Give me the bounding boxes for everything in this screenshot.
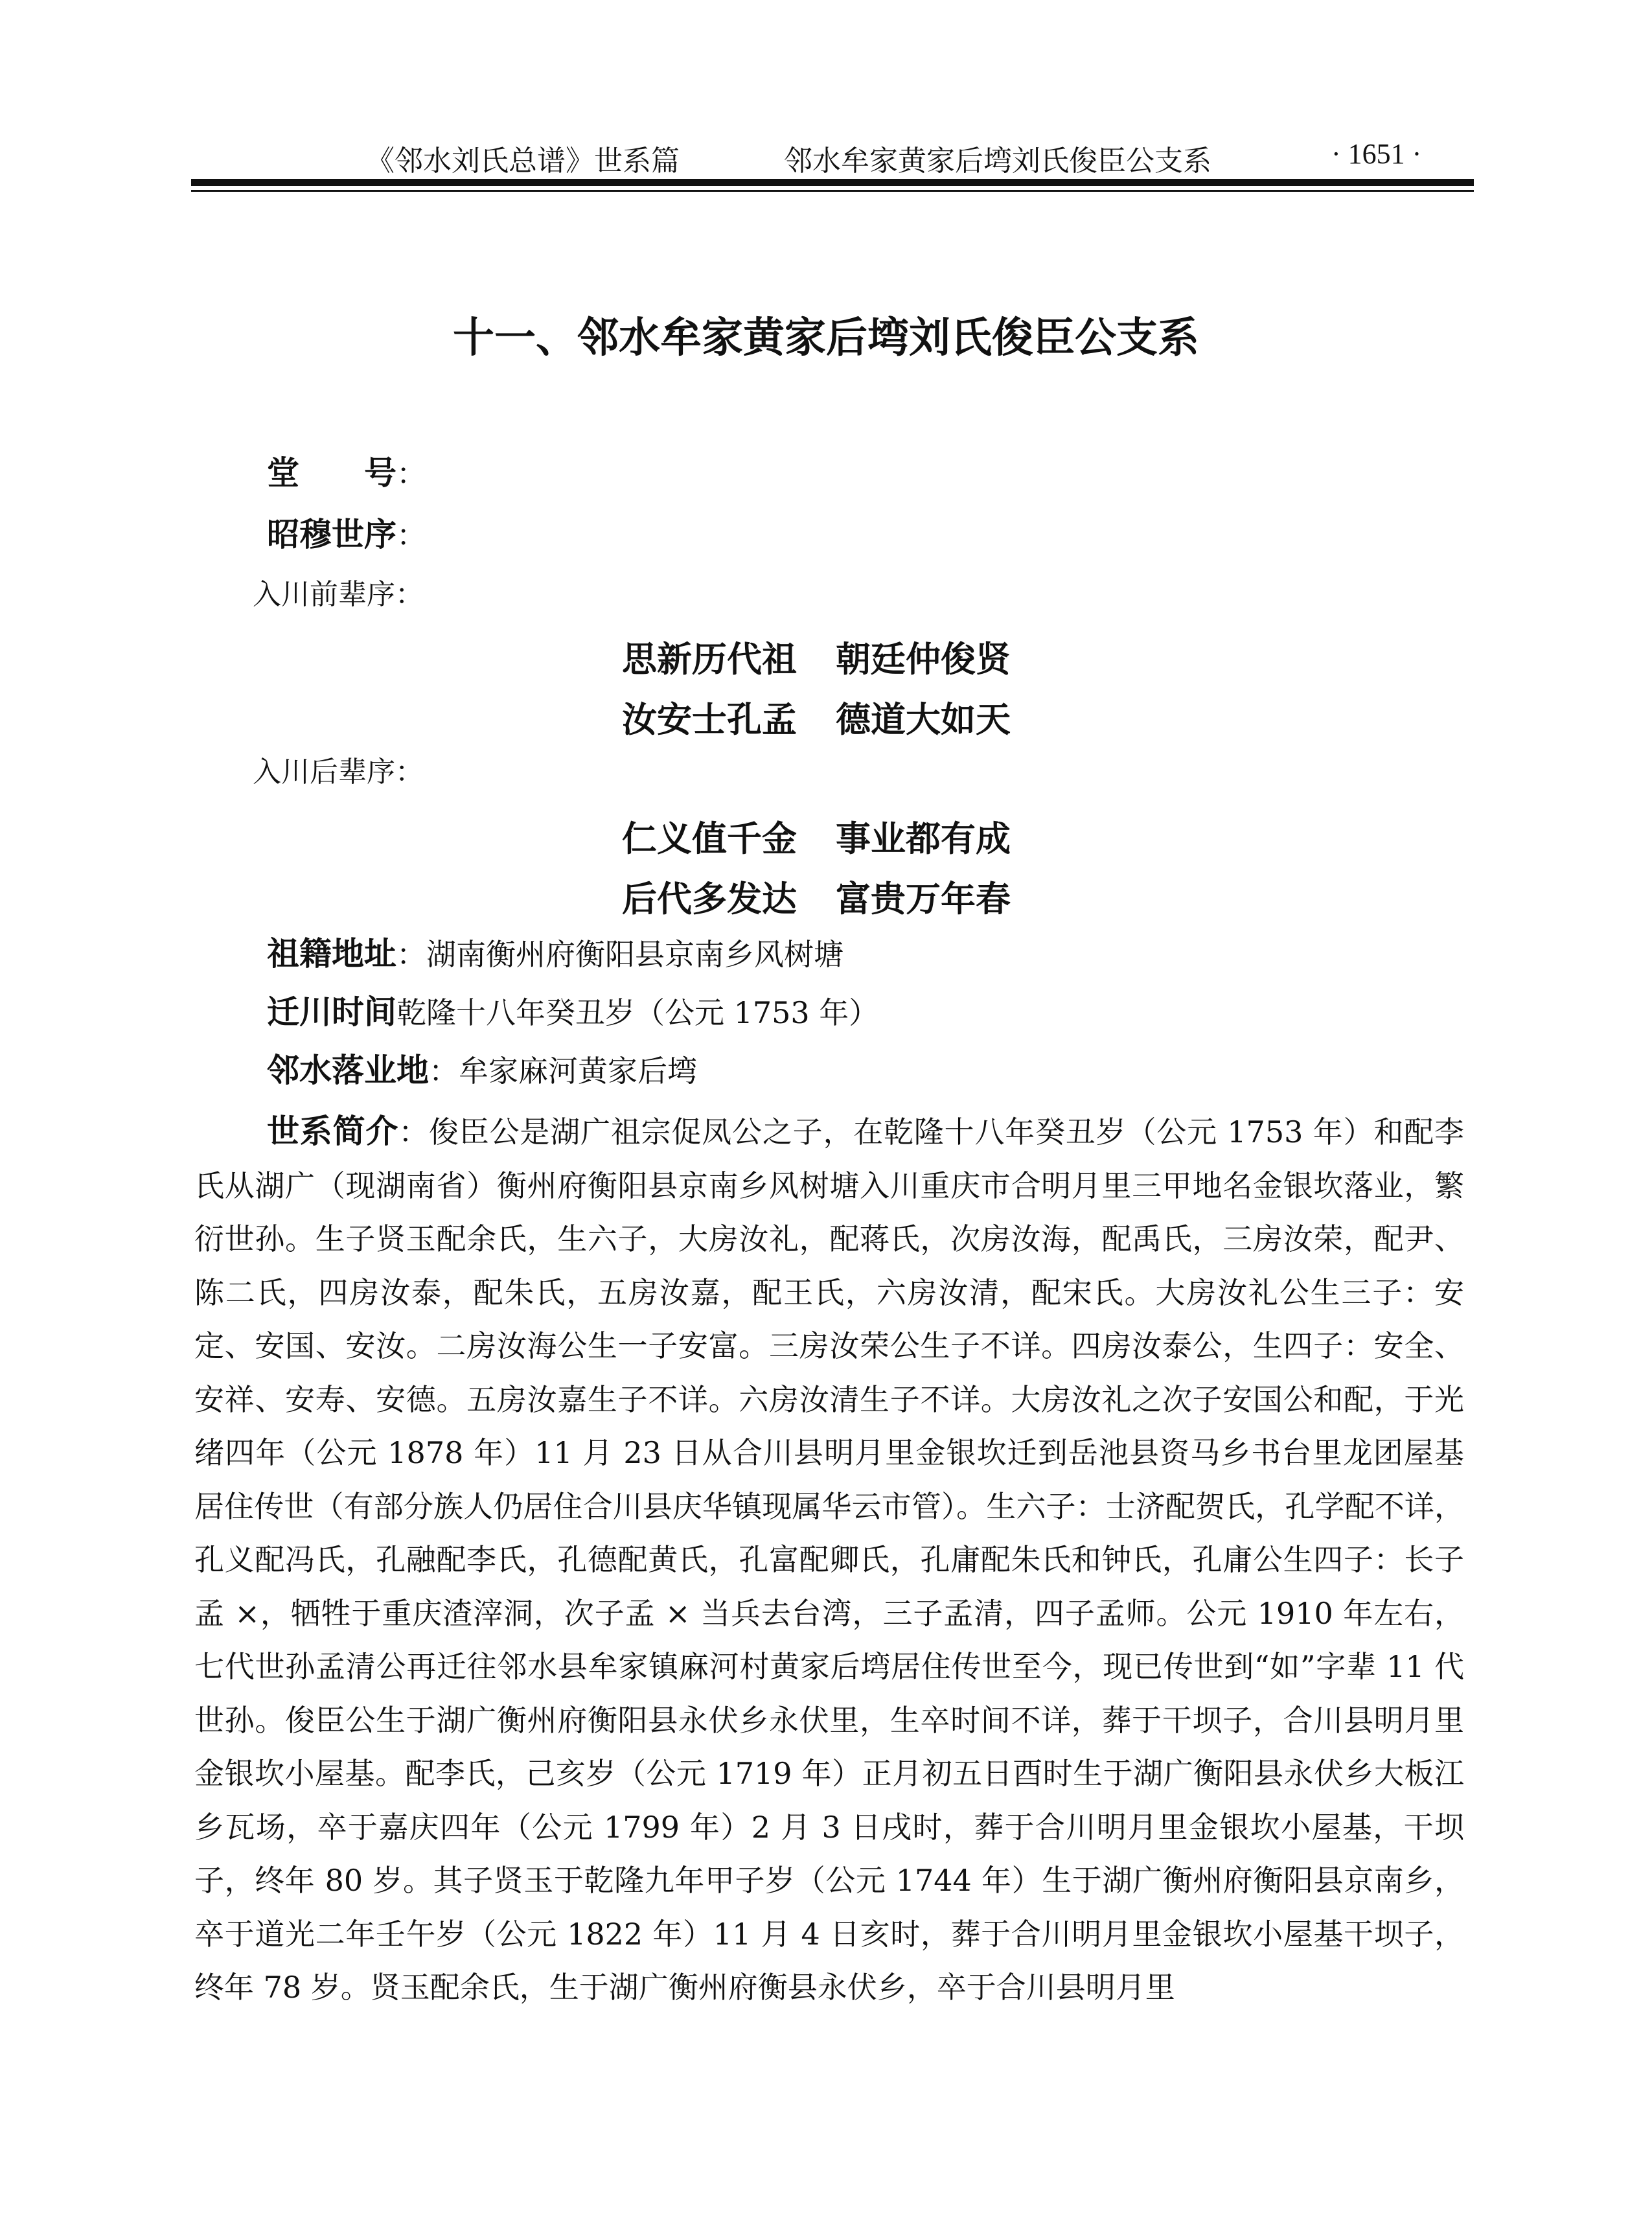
intro-label: 世系简介 bbox=[267, 1113, 399, 1150]
hall-row bbox=[267, 454, 426, 493]
poem-half: 仁义值千金 bbox=[622, 818, 797, 859]
settle-label: 邻水落业地 bbox=[267, 1052, 429, 1089]
origin-row bbox=[267, 934, 843, 974]
poem-half: 思新历代祖 bbox=[622, 639, 797, 680]
before-entry-label: 入川前辈序： bbox=[253, 578, 424, 611]
settle-value: ：牟家麻河黄家后塆 bbox=[429, 1054, 697, 1089]
generation-colon: ： bbox=[396, 518, 426, 553]
origin-value: ：湖南衡州府衡阳县京南乡风树塘 bbox=[396, 937, 843, 972]
poem-half: 后代多发达 bbox=[622, 879, 797, 919]
poem-line bbox=[622, 871, 1011, 921]
poem-line bbox=[622, 632, 1011, 682]
header-rule-thin bbox=[191, 190, 1474, 192]
migration-value: 乾隆十八年癸丑岁（公元 1753 年） bbox=[396, 995, 879, 1030]
generation-row bbox=[267, 515, 426, 555]
section-title: 邻水牟家黄家后塆刘氏俊臣公支系 bbox=[784, 144, 1211, 178]
poem-half: 事业都有成 bbox=[836, 818, 1011, 859]
header-rule-thick bbox=[191, 179, 1474, 186]
chapter-title: 十一、邻水牟家黄家后塆刘氏俊臣公支系 bbox=[453, 314, 1199, 362]
settle-row bbox=[267, 1051, 697, 1090]
running-header bbox=[0, 130, 1652, 181]
poem-line bbox=[622, 692, 1011, 742]
after-entry-label: 入川后辈序： bbox=[253, 756, 424, 789]
page-number: · 1651 · bbox=[1331, 138, 1422, 170]
generation-label: 昭穆世序 bbox=[267, 516, 396, 553]
book-title: 《邻水刘氏总谱》世系篇 bbox=[366, 144, 680, 178]
lineage-intro-paragraph bbox=[194, 1105, 1464, 2014]
origin-label: 祖籍地址 bbox=[267, 935, 396, 973]
poem-half: 朝廷仲俊贤 bbox=[836, 639, 1011, 680]
poem-half: 德道大如天 bbox=[836, 699, 1011, 740]
hall-label: 堂 号 bbox=[267, 454, 396, 492]
migration-label: 迁川时间 bbox=[267, 993, 396, 1031]
migration-row bbox=[267, 993, 878, 1032]
intro-text: ：俊臣公是湖广祖宗促凤公之子，在乾隆十八年癸丑岁（公元 1753 年）和配李氏从湖广（现湖南省）衡州府衡阳县京南乡风树塘入川重庆市合明月里三甲地名金银坎落业，繁衍世孙。生子贤玉配余氏，生六子，大房汝礼，配蒋氏，次房汝海，配禹氏，三房汝荣，配尹、陈二氏，四房汝泰，配朱氏，五房汝嘉，配王氏，六房汝清，配宋氏。大房汝礼公生三子：安定、安国、安汝。二房汝海公生一子安富。三房汝荣公生子不详。四房汝泰公，生四子：安全、安祥、安寿、安德。五房汝嘉生子不详。六房汝清生子不详。大房汝礼之次子安国公和配，于光绪四年（公元 1878 年）11 月 23 日从合川县明月里金银坎迁到岳池县资马乡书台里龙团屋基居住传世（有部分族人仍居住合川县庆华镇现属华云市管）。生六子：士济配贺氏，孔学配不详，孔义配冯氏，孔融配李氏，孔德配黄氏，孔富配卿氏，孔庸配朱氏和钟氏，孔庸公生四子：长子孟 ×，牺牲于重庆渣滓洞，次子孟 × 当兵去台湾，三子孟清，四子孟师。公元 1910 年左右，七代世孙孟清公再迁往邻水县牟家镇麻河村黄家后塆居住传世至今，现已传世到“如”字辈 11 代世孙。俊臣公生于湖广衡州府衡阳县永伏乡永伏里，生卒时间不详，葬于干坝子，合川县明月里金银坎小屋基。配李氏，己亥岁（公元 1719 年）正月初五日酉时生于湖广衡阳县永伏乡大板江乡瓦场，卒于嘉庆四年（公元 1799 年）2 月 3 日戌时，葬于合川明月里金银坎小屋基，干坝子，终年 80 岁。其子贤玉于乾隆九年甲子岁（公元 1744 年）生于湖广衡州府衡阳县京南乡，卒于道光二年壬午岁（公元 1822 年）11 月 4 日亥时，葬于合川明月里金银坎小屋基干坝子，终年 78 岁。贤玉配余氏，生于湖广衡州府衡县永伏乡，卒于合川县明月里 bbox=[194, 1114, 1465, 2005]
poem-half: 汝安士孔孟 bbox=[622, 699, 797, 740]
poem-line bbox=[622, 811, 1011, 861]
hall-colon: ： bbox=[396, 456, 426, 491]
poem-half: 富贵万年春 bbox=[836, 879, 1011, 919]
